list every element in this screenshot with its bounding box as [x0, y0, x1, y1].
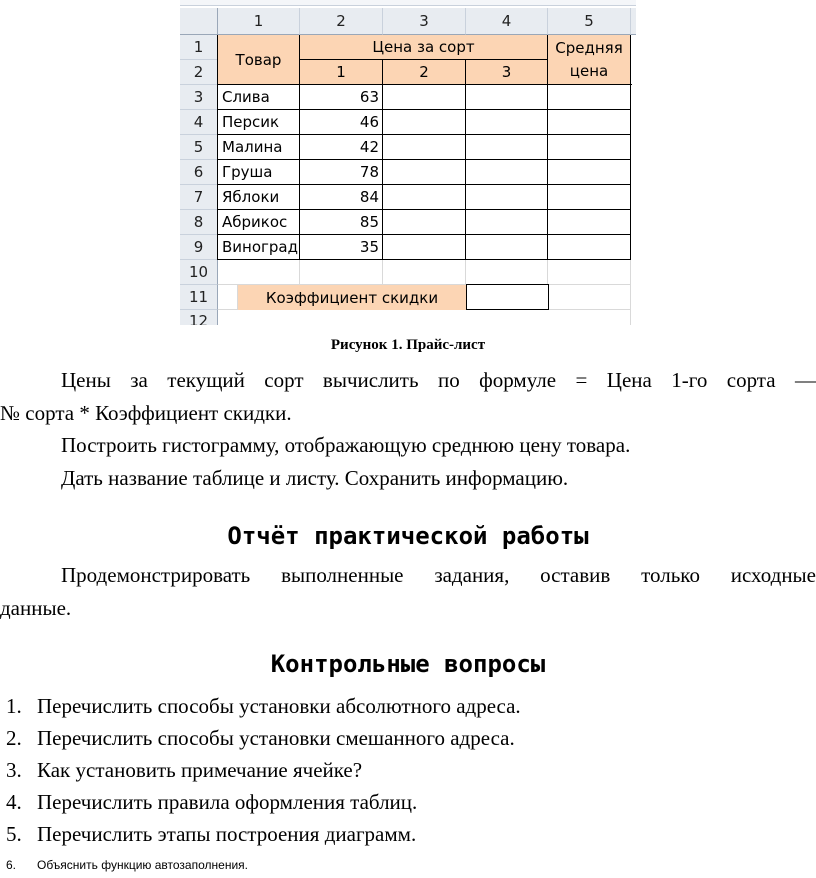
cell-empty[interactable] [466, 235, 548, 260]
header-average-price-line1: Средняя [555, 38, 623, 57]
figure-caption: Рисунок 1. Прайс-лист [330, 337, 486, 353]
question-number: 4. [6, 790, 22, 814]
task-paragraph-line2: № сорта * Коэффициент скидки. [0, 401, 292, 425]
row-header[interactable]: 4 [180, 110, 218, 135]
column-header[interactable]: 1 [218, 8, 300, 35]
cell-empty[interactable] [548, 85, 631, 110]
column-header-partial [631, 8, 636, 35]
cell-empty[interactable] [383, 160, 466, 185]
question-text: Перечислить способы установки абсолютного адреса. [37, 694, 521, 718]
row-header[interactable]: 6 [180, 160, 218, 185]
cell-price-grade1[interactable]: 85 [300, 210, 383, 235]
cell-empty[interactable] [383, 210, 466, 235]
cell-empty[interactable] [383, 85, 466, 110]
select-all-corner[interactable] [180, 8, 218, 35]
question-item [6, 726, 515, 751]
question-item [6, 790, 417, 815]
report-text-line1: Продемонстрировать выполненные задания, оставив только исходные [61, 563, 816, 587]
cell-empty[interactable] [466, 135, 548, 160]
row-header[interactable]: 10 [180, 260, 218, 285]
cell-empty[interactable] [466, 210, 548, 235]
cell-empty[interactable] [548, 185, 631, 210]
questions-heading: Контрольные вопросы [270, 650, 546, 678]
row-header[interactable]: 7 [180, 185, 218, 210]
cell-product[interactable]: Малина [218, 135, 300, 160]
question-item [6, 858, 248, 872]
cell-product[interactable]: Яблоки [218, 185, 300, 210]
task-paragraph-line1: Цены за текущий сорт вычислить по формуле = Цена 1-го сорта — [61, 368, 816, 392]
cell-empty[interactable] [548, 110, 631, 135]
cell-empty[interactable] [383, 235, 466, 260]
cell-empty[interactable] [549, 285, 631, 310]
cell-empty[interactable] [466, 160, 548, 185]
row-header[interactable]: 5 [180, 135, 218, 160]
cell-empty[interactable] [218, 310, 631, 325]
row-header[interactable]: 1 [180, 35, 218, 60]
question-text: Объяснить функцию автозаполнения. [37, 858, 248, 872]
cell-empty[interactable] [548, 260, 631, 285]
row-header[interactable]: 3 [180, 85, 218, 110]
column-header[interactable]: 2 [300, 8, 383, 35]
row-header[interactable]: 12 [180, 310, 218, 325]
cell-empty[interactable] [218, 260, 300, 285]
report-heading: Отчёт практической работы [227, 522, 589, 550]
header-average-price[interactable] [548, 35, 631, 85]
cell-price-grade1[interactable]: 63 [300, 85, 383, 110]
cell-empty[interactable] [383, 185, 466, 210]
cell-empty[interactable] [548, 135, 631, 160]
cell-empty[interactable] [383, 110, 466, 135]
cell-empty[interactable] [466, 260, 548, 285]
cell-product[interactable]: Персик [218, 110, 300, 135]
cell-empty[interactable] [466, 185, 548, 210]
row-header[interactable]: 2 [180, 60, 218, 85]
header-grade-1[interactable]: 1 [300, 60, 383, 85]
cell-empty[interactable] [383, 135, 466, 160]
header-grade-2[interactable]: 2 [383, 60, 466, 85]
question-item [6, 758, 362, 783]
cell-product[interactable]: Виноград [218, 235, 300, 260]
column-header[interactable]: 4 [466, 8, 548, 35]
question-item [6, 822, 416, 847]
cell-price-grade1[interactable]: 46 [300, 110, 383, 135]
cell-product[interactable]: Слива [218, 85, 300, 110]
question-item [6, 694, 521, 719]
question-text: Перечислить способы установки смешанного адреса. [37, 726, 515, 750]
task-paragraph-histogram: Построить гистограмму, отображающую среднюю цену товара. [61, 433, 631, 457]
cell-price-grade1[interactable]: 78 [300, 160, 383, 185]
column-header[interactable]: 3 [383, 8, 466, 35]
question-text: Перечислить этапы построения диаграмм. [37, 822, 417, 846]
spreadsheet-figure [180, 0, 636, 325]
cell-empty[interactable] [466, 110, 548, 135]
discount-label[interactable]: Коэффициент скидки [238, 285, 466, 310]
header-price-by-grade[interactable]: Цена за сорт [300, 35, 548, 60]
column-header[interactable]: 5 [548, 8, 631, 35]
cell-price-grade1[interactable]: 84 [300, 185, 383, 210]
question-text: Как установить примечание ячейке? [37, 758, 363, 782]
toolbar-edge [180, 0, 636, 6]
report-text-line2: данные. [0, 596, 72, 620]
question-text: Перечислить правила оформления таблиц. [37, 790, 418, 814]
cell-price-grade1[interactable]: 35 [300, 235, 383, 260]
question-number: 6. [6, 858, 17, 872]
cell-empty[interactable] [548, 210, 631, 235]
header-grade-3[interactable]: 3 [466, 60, 548, 85]
cell-empty[interactable] [548, 235, 631, 260]
header-product[interactable]: Товар [218, 35, 300, 85]
cell-price-grade1[interactable]: 42 [300, 135, 383, 160]
question-number: 2. [6, 726, 22, 750]
question-number: 3. [6, 758, 22, 782]
question-number: 1. [6, 694, 22, 718]
row-header[interactable]: 8 [180, 210, 218, 235]
cell-product[interactable]: Абрикос [218, 210, 300, 235]
task-paragraph-save: Дать название таблице и листу. Сохранить информацию. [61, 466, 569, 490]
cell-empty[interactable] [548, 160, 631, 185]
discount-value-cell[interactable] [466, 284, 549, 310]
cell-product[interactable]: Груша [218, 160, 300, 185]
cell-empty[interactable] [383, 260, 466, 285]
header-average-price-line2: цена [569, 61, 609, 80]
cell-empty[interactable] [300, 260, 383, 285]
row-header[interactable]: 11 [180, 285, 218, 310]
cell-empty[interactable] [218, 285, 238, 310]
question-number: 5. [6, 822, 22, 846]
row-header[interactable]: 9 [180, 235, 218, 260]
cell-empty[interactable] [466, 85, 548, 110]
